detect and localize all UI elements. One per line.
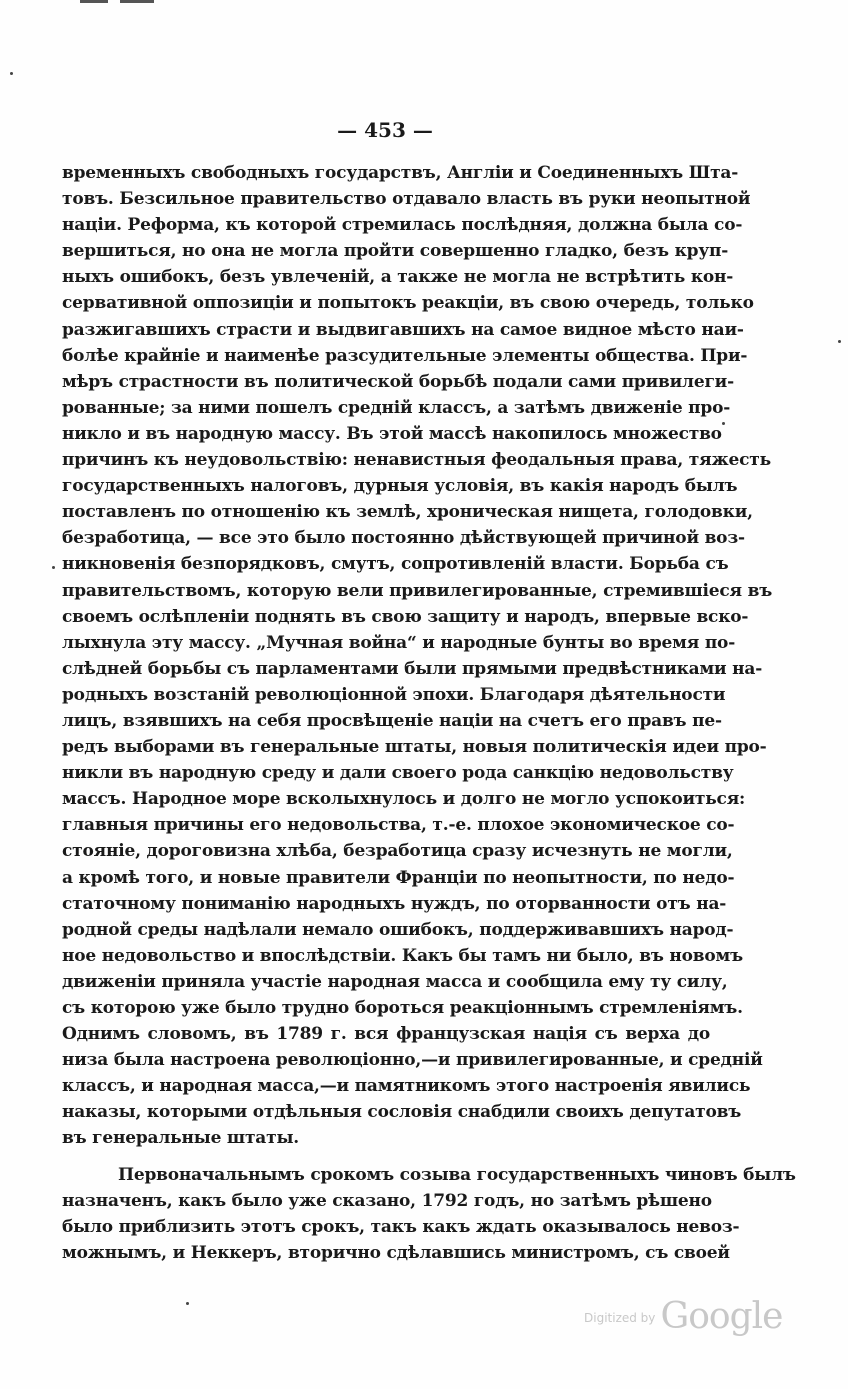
text-line: болѣе крайнiе и наименѣе разсудительные элементы общества. При- — [62, 345, 748, 366]
text-line: лицъ, взявшихъ на себя просвѣщенiе нацiи на счетъ его правъ пе- — [62, 710, 722, 731]
paragraph-gap — [62, 1152, 710, 1162]
text-line: низа была настроена революцiонно,—и привилегированные, и среднiй — [62, 1050, 763, 1071]
scan-speck — [10, 72, 13, 75]
text-line: своемъ ослѣпленiи поднять въ свою защиту и народъ, впервые вско- — [62, 606, 749, 627]
paragraph-2 — [62, 1162, 796, 1266]
text-line: Однимъ словомъ, въ 1789 г. вся французская нацiя съ верха до — [62, 1024, 710, 1045]
text-line: стоянiе, дороговизна хлѣба, безработица сразу исчезнуть не могли, — [62, 841, 733, 862]
page-number: — 453 — — [337, 118, 433, 142]
watermark-brand: Google — [660, 1296, 783, 1337]
text-line: поставленъ по отношенiю къ землѣ, хроническая нищета, голодовки, — [62, 502, 753, 523]
text-line: ное недовольство и впослѣдствiи. Какъ бы тамъ ни было, въ новомъ — [62, 945, 743, 966]
paragraph-1 — [62, 160, 773, 1152]
text-line: лыхнула эту массу. „Мучная война“ и народные бунты во время по- — [62, 632, 736, 653]
body-text — [62, 160, 796, 1266]
text-line: движенiи приняла участiе народная масса и сообщила ему ту силу, — [62, 971, 728, 992]
scan-speck — [186, 1302, 189, 1305]
text-line: сервативной оппозицiи и попытокъ реакцiи, въ свою очередь, только — [62, 293, 754, 314]
text-line: массъ. Народное море всколыхнулось и долго не могло успокоиться: — [62, 789, 746, 810]
text-line: причинъ къ неудовольствiю: ненавистныя феодальныя права, тяжесть — [62, 450, 771, 471]
text-line: правительствомъ, которую вели привилегированные, стремившiеся въ — [62, 580, 773, 601]
text-line: наказы, которыми отдѣльныя сословiя снабдили своихъ депутатовъ — [62, 1102, 742, 1123]
text-line: рованные; за ними пошелъ среднiй классъ, а затѣмъ движенiе про- — [62, 397, 731, 418]
text-line: безработица, — все это было постоянно дѣйствующей причиной воз- — [62, 528, 745, 549]
text-line: никло и въ народную массу. Въ этой массѣ накопилось множество — [62, 423, 722, 444]
text-line: можнымъ, и Неккеръ, вторично сдѣлавшись министромъ, съ своей — [62, 1242, 730, 1263]
text-line: никли въ народную среду и дали своего рода санкцiю недовольству — [62, 763, 734, 784]
text-line: назначенъ, какъ было уже сказано, 1792 годъ, но затѣмъ рѣшено — [62, 1190, 712, 1211]
scan-top-edge-mark — [80, 0, 180, 4]
text-line: товъ. Безсильное правительство отдавало власть въ руки неопытной — [62, 189, 751, 210]
text-line: временныхъ свободныхъ государствъ, Англiи и Соединенныхъ Шта- — [62, 163, 739, 183]
text-line: было приблизить этотъ срокъ, такъ какъ ждать оказывалось невоз- — [62, 1216, 740, 1237]
text-line: государственныхъ налоговъ, дурныя условiя, въ какiя народъ былъ — [62, 476, 738, 497]
text-line: а кромѣ того, и новые правители Францiи по неопытности, по недо- — [62, 867, 735, 888]
text-line: съ которою уже было трудно бороться реакцiоннымъ стремленiямъ. — [62, 998, 743, 1018]
text-line: никновенiя безпорядковъ, смутъ, сопротивленiй власти. Борьба съ — [62, 554, 729, 575]
scan-speck — [52, 566, 55, 569]
text-line: разжигавшихъ страсти и выдвигавшихъ на самое видное мѣсто наи- — [62, 319, 744, 340]
text-line: ныхъ ошибокъ, безъ увлеченiй, а также не могла не встрѣтить кон- — [62, 267, 734, 288]
text-line: классъ, и народная масса,—и памятникомъ этого настроенiя явились — [62, 1076, 751, 1097]
text-line: нацiи. Реформа, къ которой стремилась послѣдняя, должна была со- — [62, 215, 743, 236]
scan-speck — [838, 340, 841, 343]
text-line: слѣдней борьбы съ парламентами были прямыми предвѣстниками на- — [62, 658, 763, 679]
google-digitized-watermark — [584, 1296, 782, 1337]
text-line: главныя причины его недовольства, т.-е. плохое экономическое со- — [62, 815, 735, 836]
text-line: Первоначальнымъ срокомъ созыва государственныхъ чиновъ былъ — [118, 1164, 796, 1185]
text-line: статочному пониманiю народныхъ нуждъ, по оторванности отъ на- — [62, 893, 727, 914]
text-line: родной среды надѣлали немало ошибокъ, поддерживавшихъ народ- — [62, 919, 734, 940]
text-line: родныхъ возстанiй революцiонной эпохи. Благодаря дѣятельности — [62, 684, 726, 705]
text-line: мѣръ страстности въ политической борьбѣ подали сами привилеги- — [62, 371, 734, 392]
text-line: въ генеральные штаты. — [62, 1128, 300, 1149]
text-line: редъ выборами въ генеральные штаты, новыя политическiя идеи про- — [62, 737, 767, 758]
scan-speck — [722, 422, 725, 425]
watermark-prefix: Digitized by — [584, 1311, 656, 1325]
text-line: вершиться, но она не могла пройти совершенно гладко, безъ круп- — [62, 241, 729, 262]
